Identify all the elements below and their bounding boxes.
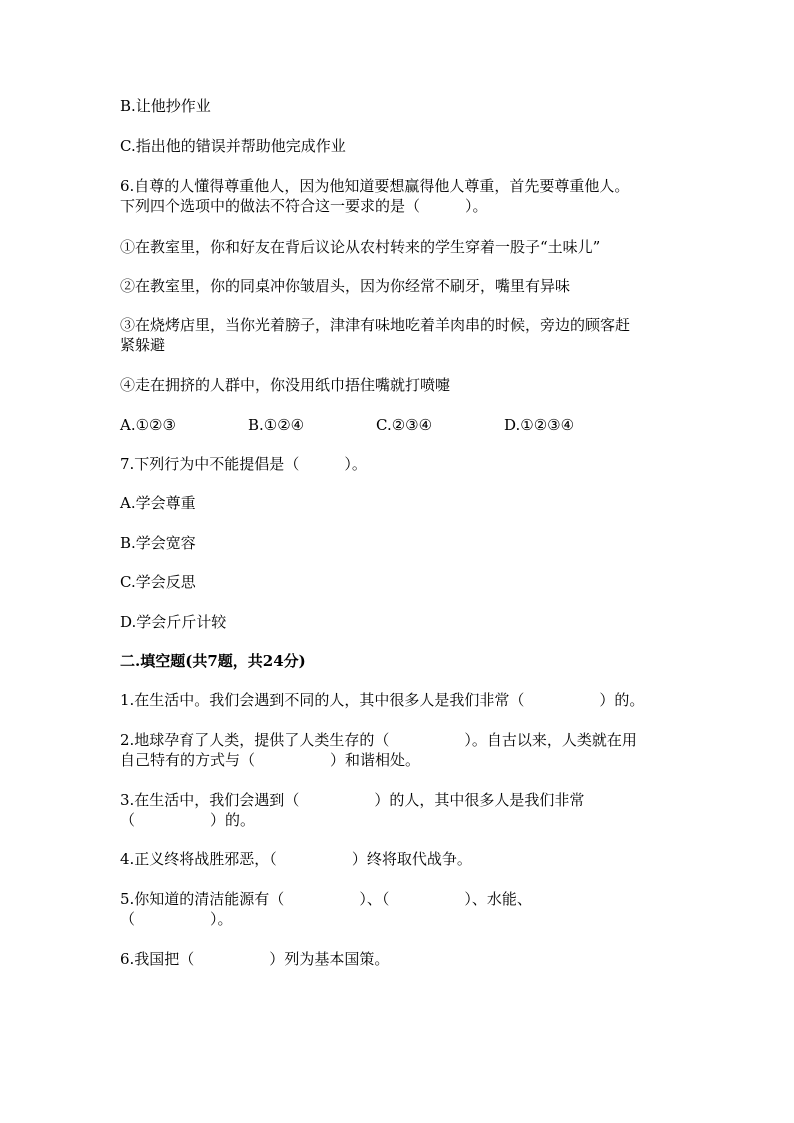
q6-option-d: D.①②③④ (504, 416, 575, 434)
q7-option-d: D.学会斤斤计较 (120, 613, 227, 631)
fill-question-4: 4.正义终将战胜邪恶，（ ）终将取代战争。 (120, 850, 472, 868)
statement-3-line-1: ③在烧烤店里，当你光着膀子，津津有味地吃着羊肉串的时候，旁边的顾客赶 (120, 316, 631, 334)
option-c-help-homework: C.指出他的错误并帮助他完成作业 (120, 137, 346, 155)
fill-question-1: 1.在生活中。我们会遇到不同的人，其中很多人是我们非常（ ）的。 (120, 691, 645, 709)
option-b-copy-homework: B.让他抄作业 (120, 97, 211, 115)
statement-2: ②在教室里，你的同桌冲你皱眉头，因为你经常不刷牙，嘴里有异味 (120, 277, 571, 295)
section-2-title: 二.填空题(共7题，共24分) (120, 652, 306, 670)
question-6-line-2: 下列四个选项中的做法不符合这一要求的是（ ）。 (120, 197, 488, 215)
q6-option-b: B.①②④ (248, 416, 305, 434)
statement-4: ④走在拥挤的人群中，你没用纸巾捂住嘴就打喷嚏 (120, 376, 451, 394)
q7-option-a: A.学会尊重 (120, 494, 196, 512)
fill-question-3-line-2: （ ）的。 (120, 811, 256, 829)
q6-option-c: C.②③④ (376, 416, 433, 434)
q7-option-b: B.学会宽容 (120, 534, 196, 552)
question-6-line-1: 6.自尊的人懂得尊重他人，因为他知道要想赢得他人尊重，首先要尊重他人。 (120, 177, 630, 195)
fill-question-3-line-1: 3.在生活中，我们会遇到（ ）的人，其中很多人是我们非常 (120, 791, 585, 809)
fill-question-2-line-2: 自己特有的方式与（ ）和谐相处。 (120, 751, 421, 769)
statement-1: ①在教室里，你和好友在背后议论从农村转来的学生穿着一股子“土味儿” (120, 238, 601, 256)
fill-question-2-line-1: 2.地球孕育了人类，提供了人类生存的（ ）。自古以来，人类就在用 (120, 731, 637, 749)
fill-question-5-line-2: （ ）。 (120, 910, 233, 928)
q6-option-a: A.①②③ (120, 416, 176, 434)
question-7: 7.下列行为中不能提倡是（ ）。 (120, 455, 367, 473)
fill-question-5-line-1: 5.你知道的清洁能源有（ ）、（ ）、水能、 (120, 890, 532, 908)
question-6-options (120, 415, 680, 435)
fill-question-6: 6.我国把（ ）列为基本国策。 (120, 950, 390, 968)
statement-3-line-2: 紧躲避 (120, 336, 166, 354)
q7-option-c: C.学会反思 (120, 573, 196, 591)
